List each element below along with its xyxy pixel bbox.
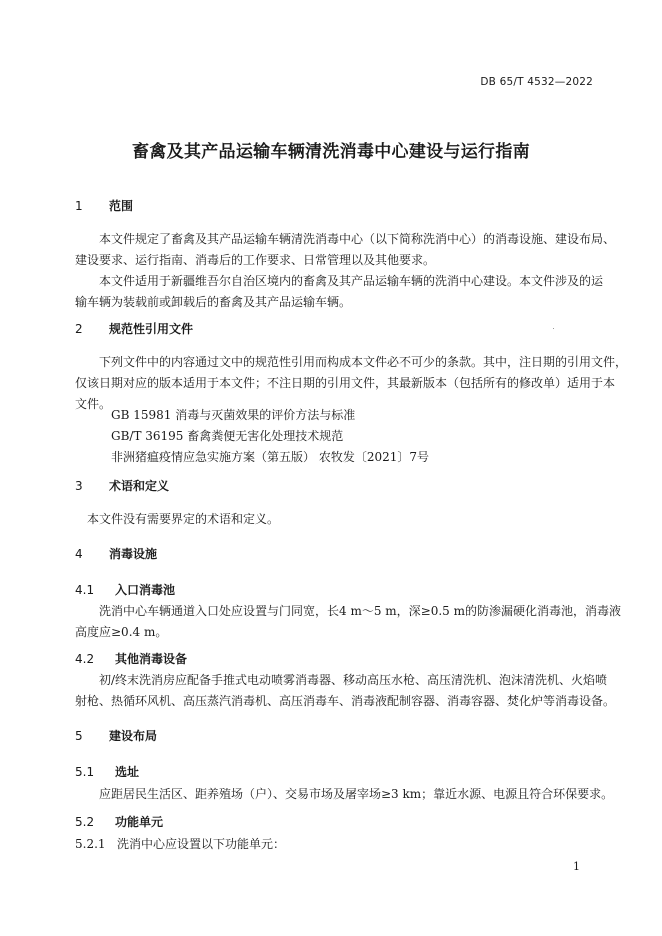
section-number: 5.1: [75, 765, 95, 779]
section-title: 规范性引用文件: [109, 322, 194, 336]
section-number: 4: [75, 547, 83, 561]
subsection-4-2-heading: [75, 650, 187, 667]
paragraph-line: 本文件适用于新疆维吾尔自治区境内的畜禽及其产品运输车辆的洗消中心建设。本文件涉及的运: [99, 274, 604, 288]
section-number: 5.2: [75, 815, 95, 829]
section-title: 术语和定义: [109, 479, 170, 493]
section-title: 消毒设施: [109, 547, 158, 561]
section-title: 入口消毒池: [115, 583, 176, 597]
paragraph-line: 仅该日期对应的版本适用于本文件；不注日期的引用文件，其最新版本（包括所有的修改单）适用于本: [75, 376, 616, 390]
section-number: 5.2.1: [75, 837, 106, 851]
section-number: 2: [75, 322, 83, 336]
document-id: DB 65/T 4532—2022: [480, 76, 593, 88]
subsection-5-2-heading: [75, 813, 163, 830]
paragraph-line: 本文件规定了畜禽及其产品运输车辆清洗消毒中心（以下简称洗消中心）的消毒设施、建设布局、: [99, 232, 616, 246]
paragraph-line: 输车辆为装载前或卸载后的畜禽及其产品运输车辆。: [75, 295, 352, 309]
paragraph-line: 洗消中心车辆通道入口处应设置与门同宽，长4 m～5 m，深≥0.5 m的防渗漏硬化消毒池，消毒液: [99, 604, 621, 618]
reference-item: GB/T 36195 畜禽粪便无害化处理技术规范: [111, 429, 344, 443]
section-2-heading: [75, 320, 193, 337]
section-3-heading: [75, 477, 169, 494]
section-title: 选址: [115, 765, 140, 779]
section-4-heading: [75, 545, 157, 562]
subsection-5-2-1: [75, 834, 285, 855]
subsection-4-1-heading: [75, 581, 175, 598]
paragraph-line: 建设要求、运行指南、消毒后的工作要求、日常管理以及其他要求。: [75, 253, 436, 267]
scan-speck: [553, 328, 554, 329]
section-title: 建设布局: [109, 729, 158, 743]
paragraph-line: 本文件没有需要界定的术语和定义。: [87, 512, 280, 526]
section-number: 3: [75, 479, 83, 493]
paragraph-line: 文件。: [75, 397, 112, 411]
subsection-5-1-heading: [75, 763, 139, 780]
section-5-heading: [75, 727, 157, 744]
section-1-heading: [75, 197, 133, 214]
clause-text: 洗消中心应设置以下功能单元：: [117, 837, 286, 851]
page-number: 1: [573, 860, 580, 873]
paragraph-line: 射枪、热循环风机、高压蒸汽消毒机、高压消毒车、消毒液配制容器、消毒容器、焚化炉等消毒设备。: [75, 694, 616, 708]
section-number: 4.1: [75, 583, 95, 597]
section-title: 范围: [109, 199, 134, 213]
document-title: 畜禽及其产品运输车辆清洗消毒中心建设与运行指南: [132, 142, 530, 162]
paragraph-line: 应距居民生活区、距养殖场（户）、交易市场及屠宰场≥3 km；靠近水源、电源且符合环保要求。: [99, 787, 614, 801]
section-title: 其他消毒设备: [115, 652, 188, 666]
reference-item: GB 15981 消毒与灭菌效果的评价方法与标准: [111, 408, 356, 422]
section-number: 1: [75, 199, 83, 213]
section-number: 5: [75, 729, 83, 743]
paragraph-line: 下列文件中的内容通过文中的规范性引用而构成本文件必不可少的条款。其中，注日期的引用文件，: [99, 355, 628, 369]
reference-item: 非洲猪瘟疫情应急实施方案（第五版） 农牧发〔2021〕7号: [111, 450, 429, 464]
section-title: 功能单元: [115, 815, 164, 829]
paragraph-line: 高度应≥0.4 m。: [75, 625, 168, 639]
section-number: 4.2: [75, 652, 95, 666]
paragraph-line: 初/终末洗消房应配备手推式电动喷雾消毒器、移动高压水枪、高压清洗机、泡沫清洗机、火焰喷: [99, 673, 608, 687]
